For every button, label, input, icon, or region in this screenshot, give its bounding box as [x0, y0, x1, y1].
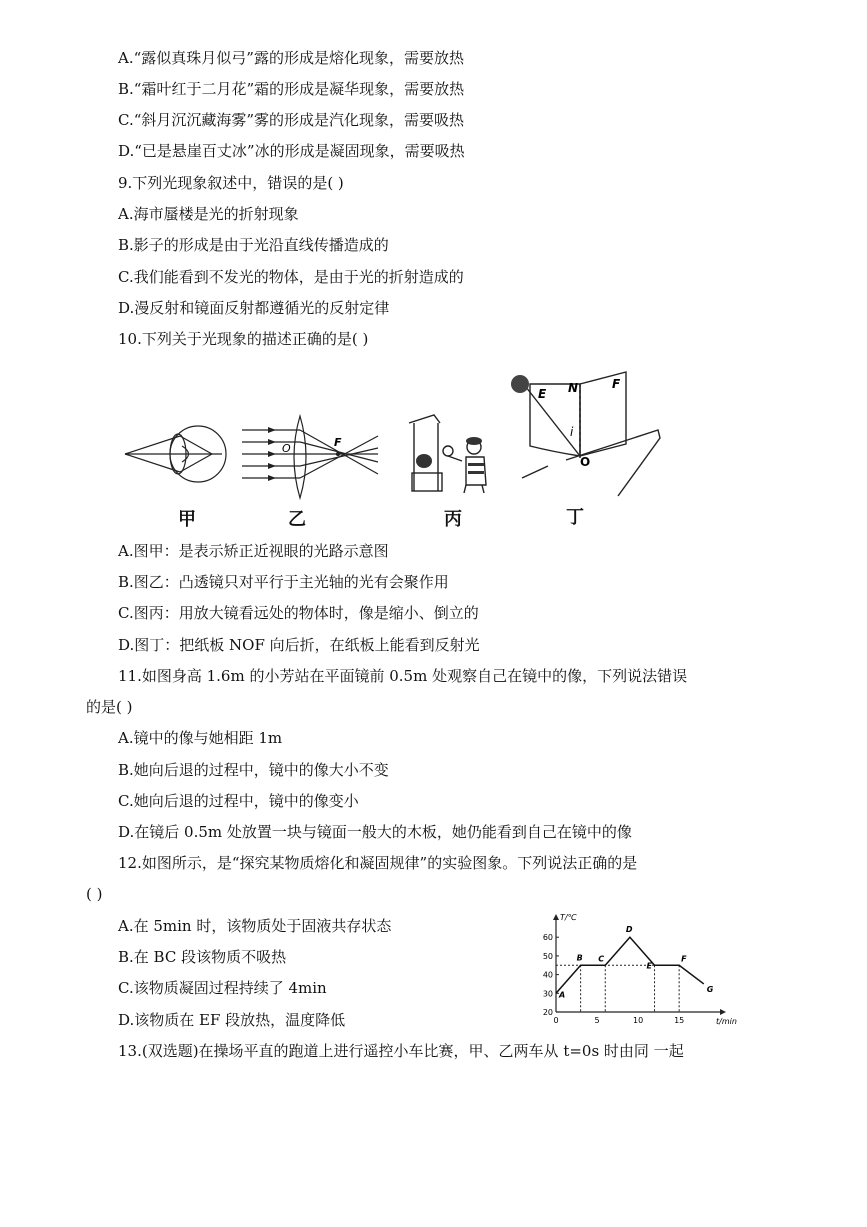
figure-jia-eye-diagram	[120, 412, 230, 492]
q11-option-c: C.她向后退的过程中，镜中的像变小	[118, 792, 359, 810]
temperature-time-chart	[530, 912, 740, 1030]
y-axis-arrow	[553, 914, 559, 920]
x-axis-label: t/min	[716, 1017, 737, 1026]
q9-option-d: D.漫反射和镜面反射都遵循光的反射定律	[118, 299, 390, 317]
q12-option-b: B.在 BC 段该物质不吸热	[118, 948, 287, 966]
figure-ding-reflection-board-diagram	[508, 366, 673, 501]
q13-stem: 13.(双选题)在操场平直的跑道上进行遥控小车比赛，甲、乙两车从 t=0s 时由同 一起	[118, 1042, 684, 1060]
y-tick-label: 60	[542, 933, 553, 943]
figure-yi-label: 乙	[288, 509, 306, 530]
q12-option-d: D.该物质在 EF 段放热，温度降低	[118, 1011, 346, 1029]
point-label-g: G	[706, 984, 714, 994]
x-tick-label: 15	[674, 1016, 685, 1025]
figure-bing-magnifier-diagram	[404, 413, 494, 495]
figure-ding-letter-e: E	[538, 387, 547, 401]
figure-yi-letter-f: F	[334, 436, 342, 449]
q11-option-b: B.她向后退的过程中，镜中的像大小不变	[118, 761, 389, 779]
y-tick-label: 30	[542, 989, 553, 999]
q11-option-d: D.在镜后 0.5m 处放置一块与镜面一般大的木板，她仍能看到自己在镜中的像	[118, 823, 632, 841]
x-tick-label: 5	[594, 1016, 600, 1025]
y-tick-label: 50	[542, 951, 553, 961]
y-tick-label: 40	[542, 970, 553, 980]
figure-bing-label: 丙	[444, 509, 462, 530]
x-tick-label: 10	[633, 1016, 644, 1025]
point-label-c: C	[598, 954, 605, 964]
x-axis-arrow	[720, 1009, 726, 1015]
point-label-b: B	[576, 953, 583, 963]
q8-option-d: D.“已是悬崖百丈冰”冰的形成是凝固现象，需要吸热	[118, 142, 465, 160]
figure-ding-letter-n: N	[568, 381, 579, 395]
q10-option-c: C.图丙：用放大镜看远处的物体时，像是缩小、倒立的	[118, 604, 479, 622]
q12-option-c: C.该物质凝固过程持续了 4min	[118, 979, 327, 997]
q8-option-b: B.“霜叶红于二月花”霜的形成是凝华现象，需要放热	[118, 80, 465, 98]
y-tick-label: 20	[542, 1008, 553, 1017]
point-label-e: E	[646, 961, 652, 971]
figure-ding-letter-o: O	[580, 455, 591, 469]
q11-option-a: A.镜中的像与她相距 1m	[118, 729, 283, 747]
figure-jia-label: 甲	[178, 509, 196, 530]
q12-stem-line1: 12.如图所示，是“探究某物质熔化和凝固规律”的实验图象。下列说法正确的是	[118, 854, 638, 872]
q8-option-a: A.“露似真珠月似弓”露的形成是熔化现象，需要放热	[118, 49, 464, 67]
q9-option-a: A.海市蜃楼是光的折射现象	[118, 205, 299, 223]
q10-stem: 10.下列关于光现象的描述正确的是( )	[118, 330, 369, 348]
point-label-d: D	[625, 925, 633, 935]
x-tick-label: 0	[553, 1016, 559, 1025]
q10-option-b: B.图乙：凸透镜只对平行于主光轴的光有会聚作用	[118, 573, 449, 591]
q9-option-b: B.影子的形成是由于光沿直线传播造成的	[118, 236, 389, 254]
point-label-f: F	[681, 954, 687, 964]
figure-ding-letter-i: i	[570, 425, 574, 439]
figure-ding-letter-f: F	[612, 377, 621, 391]
point-label-a: A	[559, 990, 566, 1000]
q9-option-c: C.我们能看到不发光的物体，是由于光的折射造成的	[118, 268, 464, 286]
figure-ding-label: 丁	[566, 507, 584, 528]
q11-stem-line1: 11.如图身高 1.6m 的小芳站在平面镜前 0.5m 处观察自己在镜中的像，下列说法错误	[118, 667, 688, 685]
q12-option-a: A.在 5min 时，该物质处于固液共存状态	[118, 917, 392, 935]
q8-option-c: C.“斜月沉沉藏海雾”雾的形成是汽化现象，需要吸热	[118, 111, 465, 129]
q12-stem-line2: ( )	[86, 885, 103, 903]
figure-yi-letter-o: O	[282, 442, 291, 455]
laser-pointer-icon	[511, 375, 529, 393]
q9-stem: 9.下列光现象叙述中，错误的是( )	[118, 174, 344, 192]
figure-yi-convex-lens-diagram	[238, 412, 383, 502]
q11-stem-line2: 的是( )	[86, 698, 133, 716]
q10-option-d: D.图丁：把纸板 NOF 向后折，在纸板上能看到反射光	[118, 636, 480, 654]
q10-option-a: A.图甲：是表示矫正近视眼的光路示意图	[118, 542, 389, 560]
y-axis-label: T/℃	[560, 913, 577, 922]
